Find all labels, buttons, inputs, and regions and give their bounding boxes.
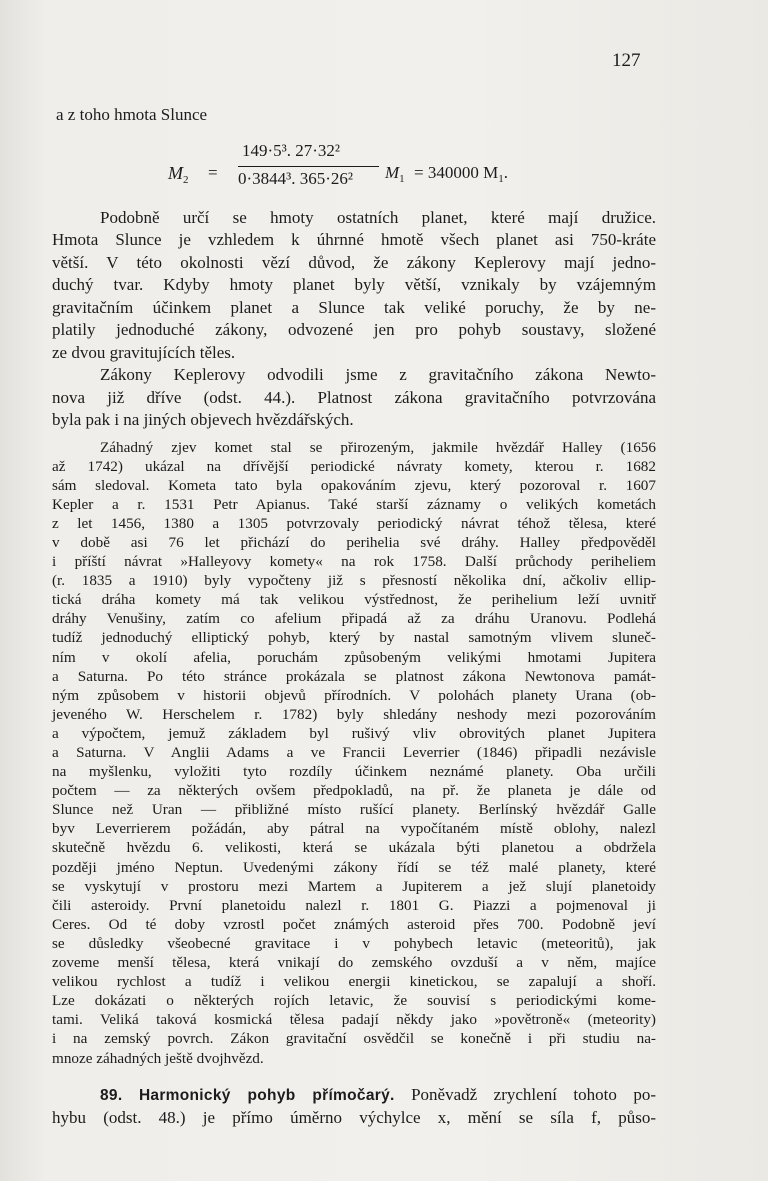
formula-rhs-var: $M_1$ [385, 162, 405, 185]
small-line: Lze dokázati o některých rojích letavic, že souvisí s periodickými kome- [52, 992, 656, 1010]
main-line: byla pak i na jiných objevech hvězdářských. [52, 410, 354, 429]
small-line: jeveného W. Herschelem r. 1782) byly shledány neshody mezi pozorováním [52, 705, 656, 723]
small-line: zoveme menší tělesa, která vnikají do zemského ovzduší a v něm, majíce [52, 954, 656, 972]
small-line: dráhy Venušiny, zatím co afelium připadá až za dráhu Uranovu. Podlehá [52, 610, 656, 628]
small-line: čili asteroidy. První planetoidu nalezl r. 1801 G. Piazzi a pojmenoval ji [52, 896, 656, 914]
main-line: nova již dříve (odst. 44.). Platnost zákona gravitačního potvrzována [52, 387, 656, 407]
small-line: a výpočtem, jemuž základem byl rušivý vliv obrovitých planet Jupitera [52, 724, 656, 742]
small-line: se vyskytují v prostoru mezi Martem a Jupiterem a jež slují planetoidy [52, 877, 656, 895]
main-line: Podobně určí se hmoty ostatních planet, které mají družice. [100, 207, 656, 227]
page-number: 127 [612, 50, 641, 71]
formula-result: = 340000 $M_1$. [414, 162, 508, 185]
formula-equals: = [208, 162, 218, 182]
small-line: později jméno Neptun. Uvedenými zákony řídí se též malé planety, které [52, 858, 656, 876]
main-paragraphs [52, 207, 656, 432]
small-line: velikou rychlost a tudíž i velikou energii kinetickou, se zapalují a shoří. [52, 973, 656, 991]
small-line: mnoze záhadných ještě dvojhvězd. [52, 1049, 264, 1067]
small-line: i na zemský povrch. Zákon gravitační osvědčil se konečně i při studiu na- [52, 1030, 656, 1048]
small-line: byv Leverrierem požádán, aby pátral na vypočítaném místě oblohy, nalezl [52, 820, 656, 838]
formula-lhs: $M_2$ [168, 162, 189, 186]
small-line: skutečně hvězdu 6. velikosti, která se ukázala býti planetou a obdržela [52, 839, 656, 857]
small-line: Slunce než Uran — přibližné místo rušící planety. Berlínský hvězdář Galle [52, 801, 656, 819]
formula-numerator: 149·5³. 27·32² [242, 140, 341, 160]
section-line1-rest: Poněvadž zrychlení tohoto po- [411, 1084, 656, 1104]
main-line: gravitačním účinkem planet a Slunce tak veliké poruchy, že by ne- [52, 297, 656, 317]
main-line: ze dvou gravitujících těles. [52, 342, 236, 362]
small-line: na myšlenku, vyložiti tyto rozdíly účinkem neznámé planety. Oba určili [52, 763, 656, 781]
small-line: tická dráha komety má tak velikou výstřednost, že perihelium leží uvnitř [52, 591, 656, 609]
small-line: v době asi 76 let přichází do perihelia své dráhy. Halley předpověděl [52, 533, 656, 551]
mass-formula [52, 127, 656, 199]
main-line: duchý tvar. Kdyby hmoty planet byly větší, vznikaly by vzájemným [52, 275, 656, 294]
small-line: Ceres. Od té doby vzrostl počet známých asteroid přes 700. Podobně jeví [52, 915, 656, 933]
small-line: se důsledky všeobecné gravitace i v pohybech letavic (meteoritů), jak [52, 934, 656, 952]
main-line: Hmota Slunce je vzhledem k úhrnné hmotě všech planet asi 750-kráte [52, 230, 656, 249]
small-line: až 1742) ukázal na dřívější periodické návraty komety, kterou r. 1682 [52, 457, 656, 475]
formula-denominator: 0·3844³. 365·26² [238, 168, 354, 188]
page-body [52, 104, 656, 1130]
section-line: hybu (odst. 48.) je přímo úměrno výchylce x, mění se síla f, půso- [52, 1108, 656, 1128]
small-line: a Saturna. Po této stránce prokázala se platnost zákona Newtonova památ- [52, 667, 656, 685]
small-line: tami. Veliká taková kosmická tělesa padají někdy jako »povětroně« (meteority) [52, 1011, 656, 1029]
small-line: tudíž jednoduchý elliptický pohyb, který by nastal samotným vlivem sluneč- [52, 629, 656, 647]
small-line: sám sledoval. Kometa tato byla opakováním zjevu, který pozoroval r. 1607 [52, 476, 656, 494]
small-line: Kepler a r. 1531 Petr Apianus. Také starší záznamy o velikých kometách [52, 495, 656, 513]
intro-line: a z toho hmota Slunce [56, 105, 208, 124]
small-line: počtem — za některých ovšem předpokladů, na př. že planeta je dále od [52, 782, 656, 800]
small-line: ným způsobem v historii objevů přírodních. V polohách planety Urana (ob- [52, 686, 656, 704]
main-line: větší. V této okolnosti vězí důvod, že zákony Keplerovy mají jedno- [52, 252, 656, 272]
small-line: (r. 1835 a 1910) byly vypočteny již s přesností několika dní, ačkoliv ellip- [52, 572, 656, 590]
section-89 [52, 1084, 656, 1130]
section-title: Harmonický pohyb přímočarý. [138, 1086, 395, 1104]
fraction-bar [238, 166, 379, 167]
small-line: z let 1456, 1380 a 1305 potvrzovaly periodický návrat téhož tělesa, které [52, 514, 656, 532]
section-first-line [52, 1084, 656, 1108]
small-line: i příští návrat »Halleyovy komety« na rok 1758. Další průchody periheliem [52, 553, 656, 571]
section-number: 89. [100, 1086, 123, 1104]
small-print-paragraph [52, 438, 656, 1068]
small-line: Záhadný zjev komet stal se přirozeným, jakmile hvězdář Halley (1656 [100, 438, 656, 456]
main-line: platily jednoduché zákony, odvozené jen pro pohyb soustavy, složené [52, 320, 656, 339]
small-line: a Saturna. V Anglii Adams a ve Francii Leverrier (1846) připadli nezávisle [52, 744, 656, 761]
main-line: Zákony Keplerovy odvodili jsme z gravitačního zákona Newto- [100, 365, 656, 384]
small-line: ním v okolí afelia, poruchám způsobeným velikými hmotami Jupitera [52, 648, 656, 666]
